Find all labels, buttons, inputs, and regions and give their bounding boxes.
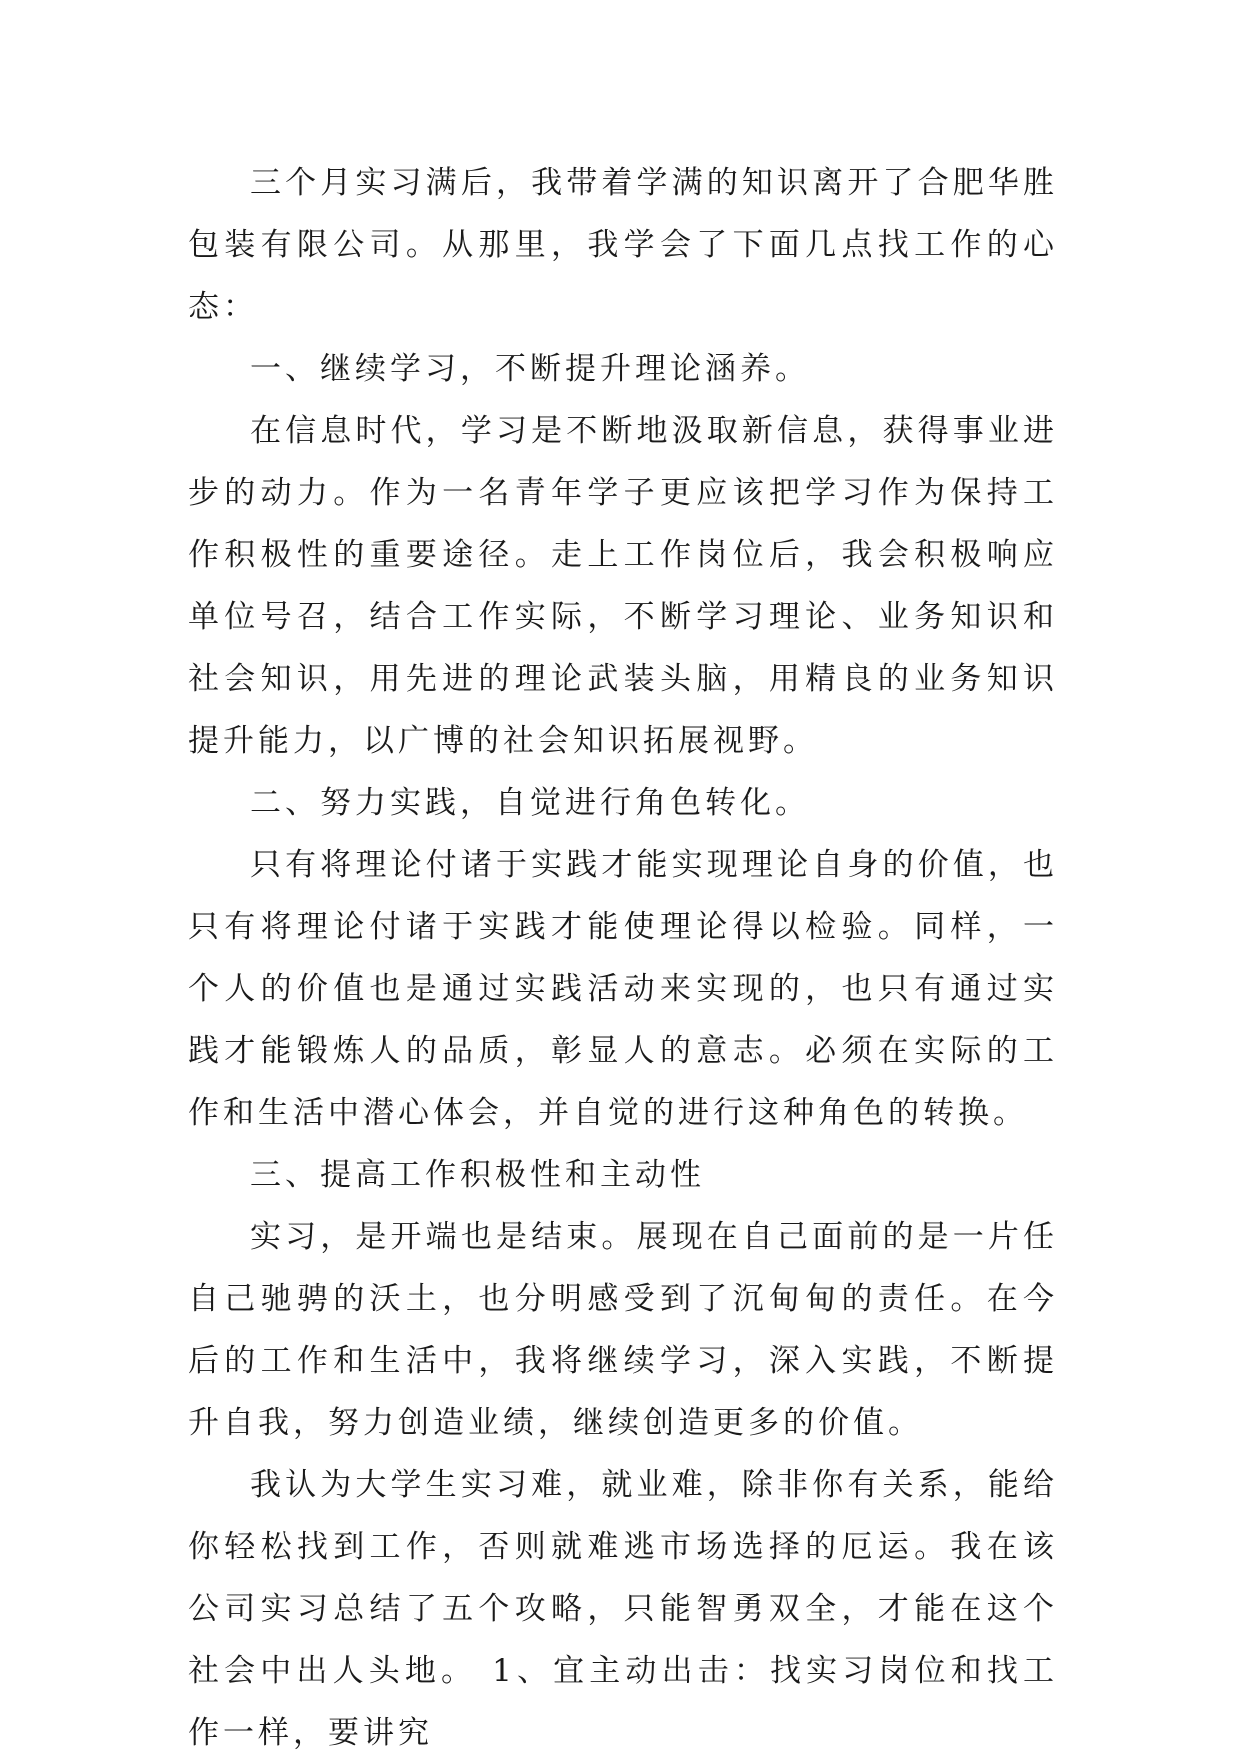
- paragraph-intro: 三个月实习满后，我带着学满的知识离开了合肥华胜包装有限公司。从那里，我学会了下面几点找工作的心态：: [188, 165, 1058, 325]
- document-body: [188, 152, 1058, 1764]
- paragraph-strategy: 我认为大学生实习难，就业难，除非你有关系，能给你轻松找到工作，否则就难逃市场选择的厄运。我在该公司实习总结了五个攻略，只能智勇双全，才能在这个社会中出人头地。 1、宜主动出击：找实习岗位和找工作一样，要讲究: [188, 1467, 1058, 1751]
- heading-initiative: 三、提高工作积极性和主动性: [250, 1157, 705, 1193]
- paragraph-initiative: 实习，是开端也是结束。展现在自己面前的是一片任自己驰骋的沃土，也分明感受到了沉甸甸的责任。在今后的工作和生活中，我将继续学习，深入实践，不断提升自我，努力创造业绩，继续创造更多的价值。: [188, 1219, 1058, 1441]
- heading-continue-learning: 一、继续学习，不断提升理论涵养。: [250, 351, 810, 387]
- paragraph-practice: 只有将理论付诸于实践才能实现理论自身的价值，也只有将理论付诸于实践才能使理论得以检验。同样，一个人的价值也是通过实践活动来实现的，也只有通过实践才能锻炼人的品质，彰显人的意志。必须在实际的工作和生活中潜心体会，并自觉的进行这种角色的转换。: [188, 847, 1058, 1131]
- paragraph-learning: 在信息时代，学习是不断地汲取新信息，获得事业进步的动力。作为一名青年学子更应该把学习作为保持工作积极性的重要途径。走上工作岗位后，我会积极响应单位号召，结合工作实际，不断学习理论、业务知识和社会知识，用先进的理论武装头脑，用精良的业务知识提升能力，以广博的社会知识拓展视野。: [188, 413, 1058, 759]
- heading-practice: 二、努力实践，自觉进行角色转化。: [250, 785, 810, 821]
